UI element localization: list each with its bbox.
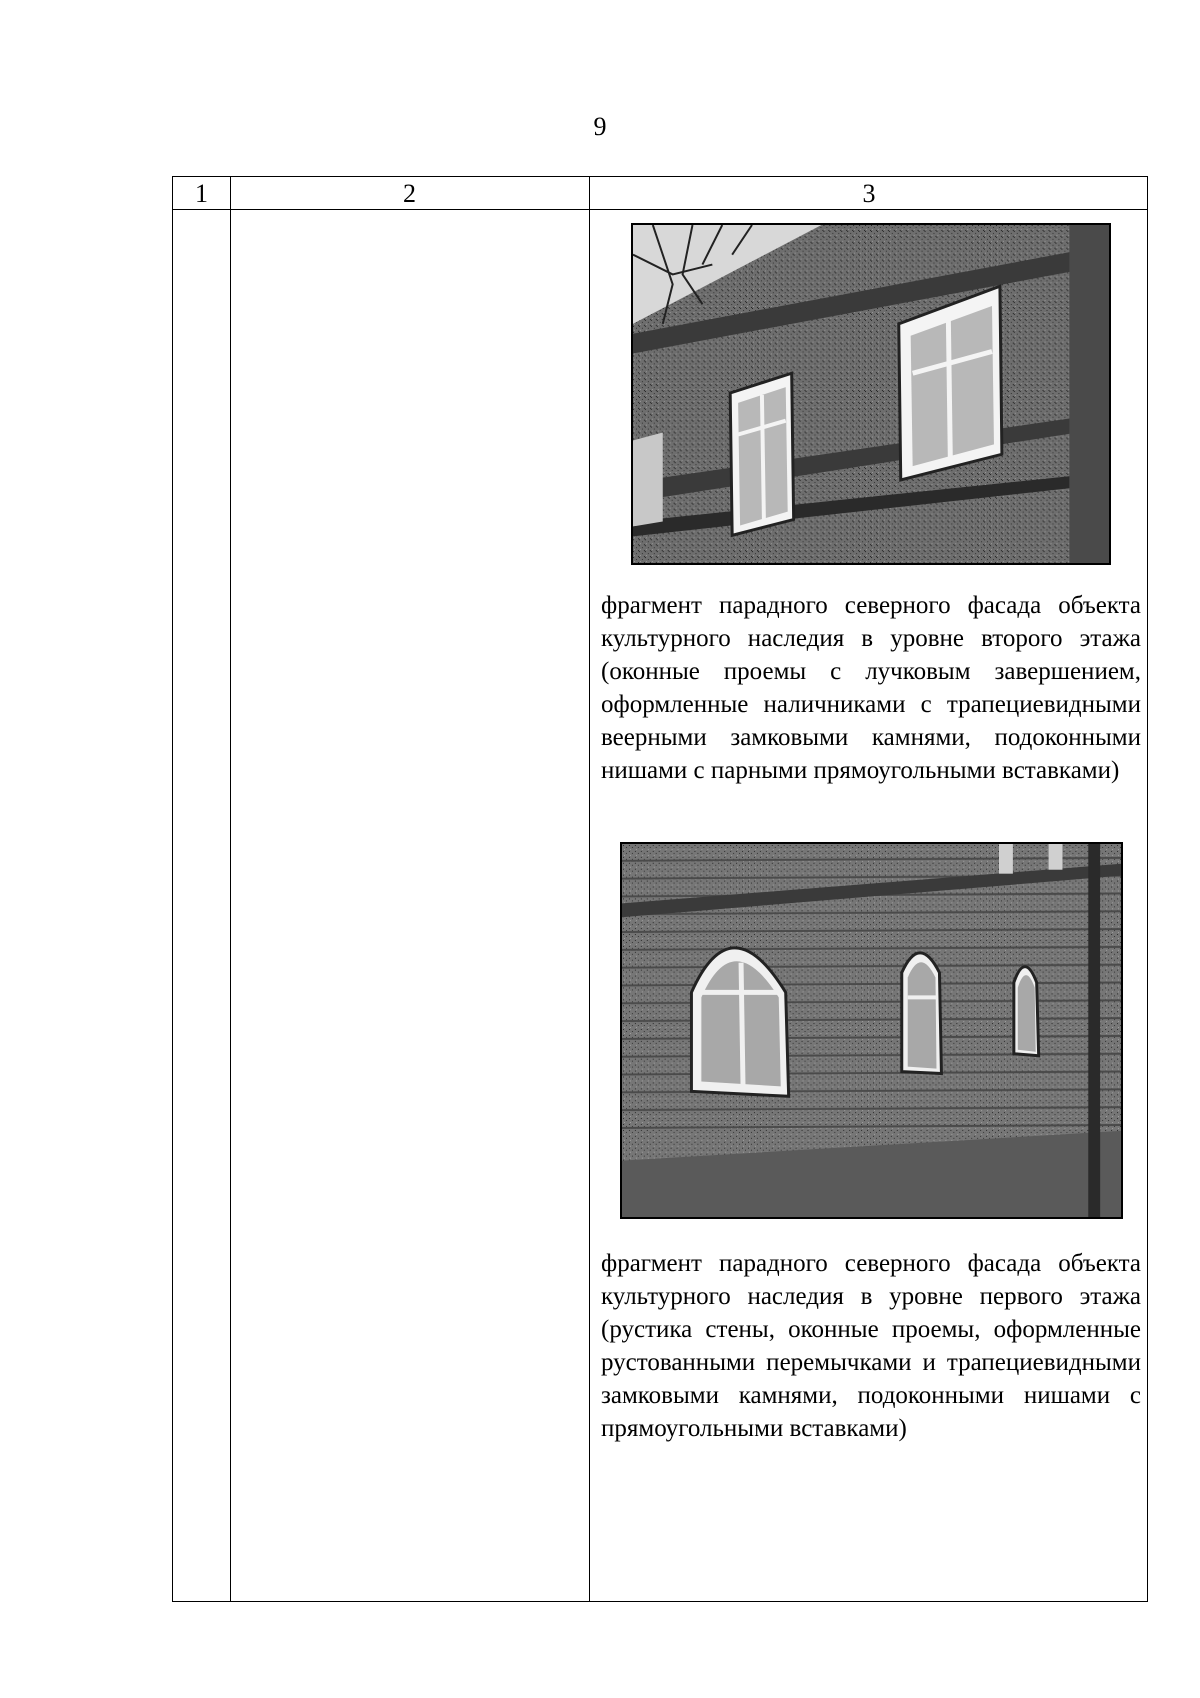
document-table: [172, 176, 1148, 1602]
column-divider-2: [589, 177, 590, 1601]
header-divider: [173, 209, 1147, 210]
facade-first-floor-caption: фрагмент парадного северного фасада объекта культурного наследия в уровне первого этажа (рустика стены, оконные проемы, оформленные рустованными перемычками и трапециевидными замковыми камнями, подоконными нишами с прямоугольными вставками): [601, 1250, 1141, 1442]
facade-first-floor-image: [622, 844, 1121, 1217]
facade-first-floor-photo: [620, 842, 1123, 1219]
table-header-col-1: 1: [195, 179, 208, 208]
column-divider-1: [230, 177, 231, 1601]
facade-second-floor-photo: [631, 223, 1111, 565]
facade-second-floor-image: [633, 225, 1109, 563]
page-number: 9: [593, 112, 607, 141]
table-header-col-2: 2: [403, 179, 416, 208]
table-header-col-3: 3: [862, 179, 876, 208]
facade-second-floor-caption: фрагмент парадного северного фасада объекта культурного наследия в уровне второго этажа (оконные проемы с лучковым завершением, оформленные наличниками с трапециевидными веерными замковыми камнями, подоконными нишами с парными прямоугольными вставками): [601, 592, 1141, 784]
